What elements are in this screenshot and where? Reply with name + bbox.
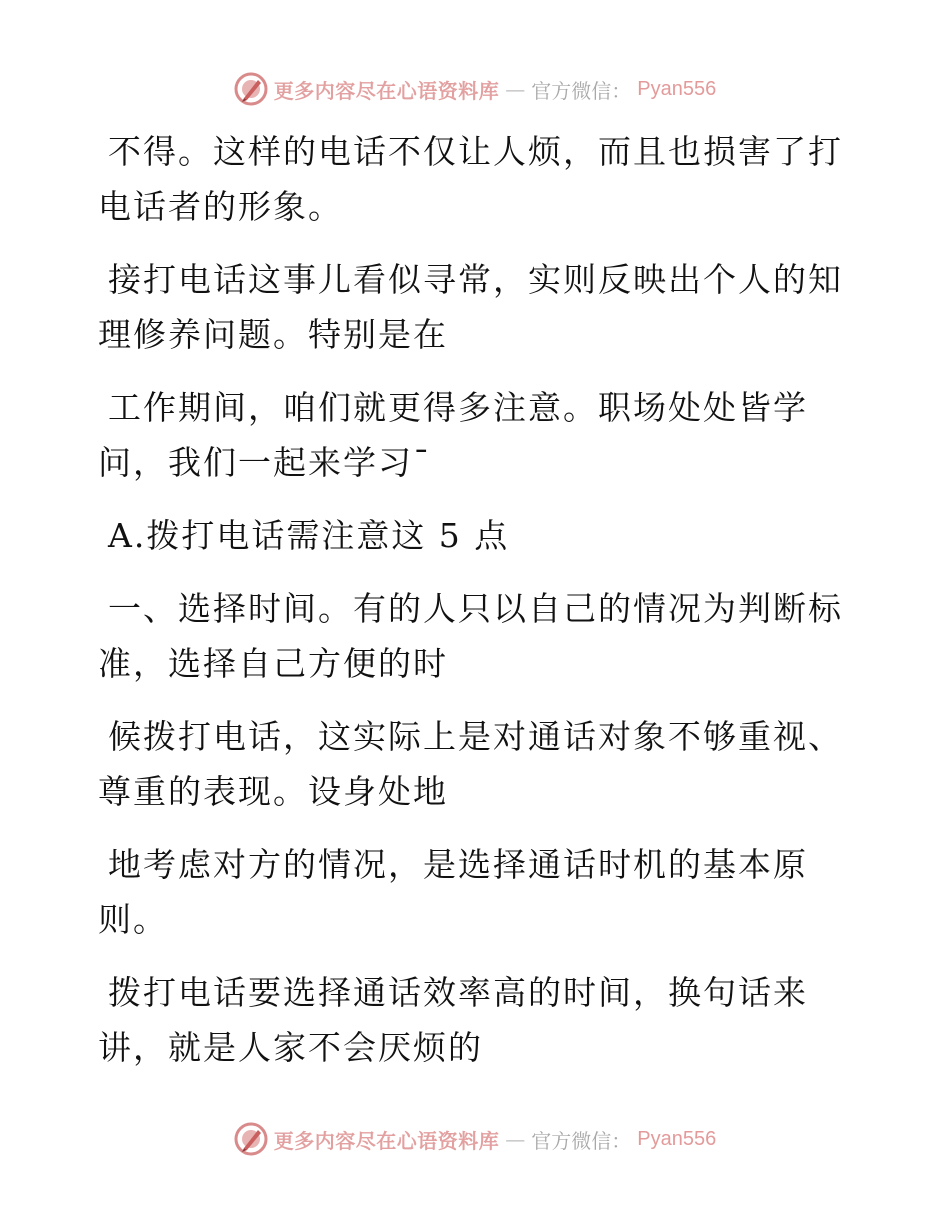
header-watermark — [0, 72, 950, 106]
text-line: 理修养问题。特别是在 — [98, 315, 448, 354]
text-line: 讲，就是人家不会厌烦的 — [98, 1028, 483, 1067]
text-line: 接打电话这事儿看似寻常，实则反映出个人的知 — [108, 260, 843, 299]
paragraph-3 — [98, 380, 838, 490]
watermark-official-label: 官方微信： — [531, 1128, 632, 1153]
paragraph-6 — [98, 709, 843, 819]
text-line: 则。 — [98, 900, 168, 939]
paragraph-2 — [98, 252, 843, 362]
pen-seal-icon — [234, 72, 268, 106]
document-body — [98, 124, 843, 1093]
paragraph-5 — [98, 581, 843, 691]
text-line: 电话者的形象。 — [98, 187, 343, 226]
text-line: 候拨打电话，这实际上是对通话对象不够重视、 — [108, 717, 843, 756]
text-line: A.拨打电话需注意这 5 点 — [108, 516, 510, 555]
watermark-text: 更多内容尽在心语资料库 — [273, 1128, 500, 1153]
text-line: 尊重的表现。设身处地 — [98, 772, 448, 811]
text-line: 地考虑对方的情况，是选择通话时机的基本原 — [108, 845, 808, 884]
text-line: 问，我们一起来学习¯ — [98, 443, 432, 482]
watermark-dash: — — [505, 77, 526, 101]
paragraph-8 — [98, 965, 838, 1075]
watermark-official-label: 官方微信： — [531, 78, 632, 103]
text-line: 拨打电话要选择通话效率高的时间，换句话来 — [108, 973, 808, 1012]
watermark-id: Pyan556 — [637, 1127, 717, 1150]
pen-seal-icon — [234, 1122, 268, 1156]
watermark-id: Pyan556 — [637, 77, 717, 100]
footer-watermark — [0, 1122, 950, 1156]
text-line: 准，选择自己方便的时 — [98, 644, 448, 683]
text-line: 工作期间，咱们就更得多注意。职场处处皆学 — [108, 388, 808, 427]
paragraph-7 — [98, 837, 838, 947]
text-line: 一、选择时间。有的人只以自己的情况为判断标 — [108, 589, 843, 628]
text-line: 不得。这样的电话不仅让人烦，而且也损害了打 — [108, 132, 843, 171]
watermark-text: 更多内容尽在心语资料库 — [273, 78, 500, 103]
watermark-dash: — — [505, 1127, 526, 1151]
section-heading — [98, 508, 838, 563]
paragraph-1 — [98, 124, 843, 234]
